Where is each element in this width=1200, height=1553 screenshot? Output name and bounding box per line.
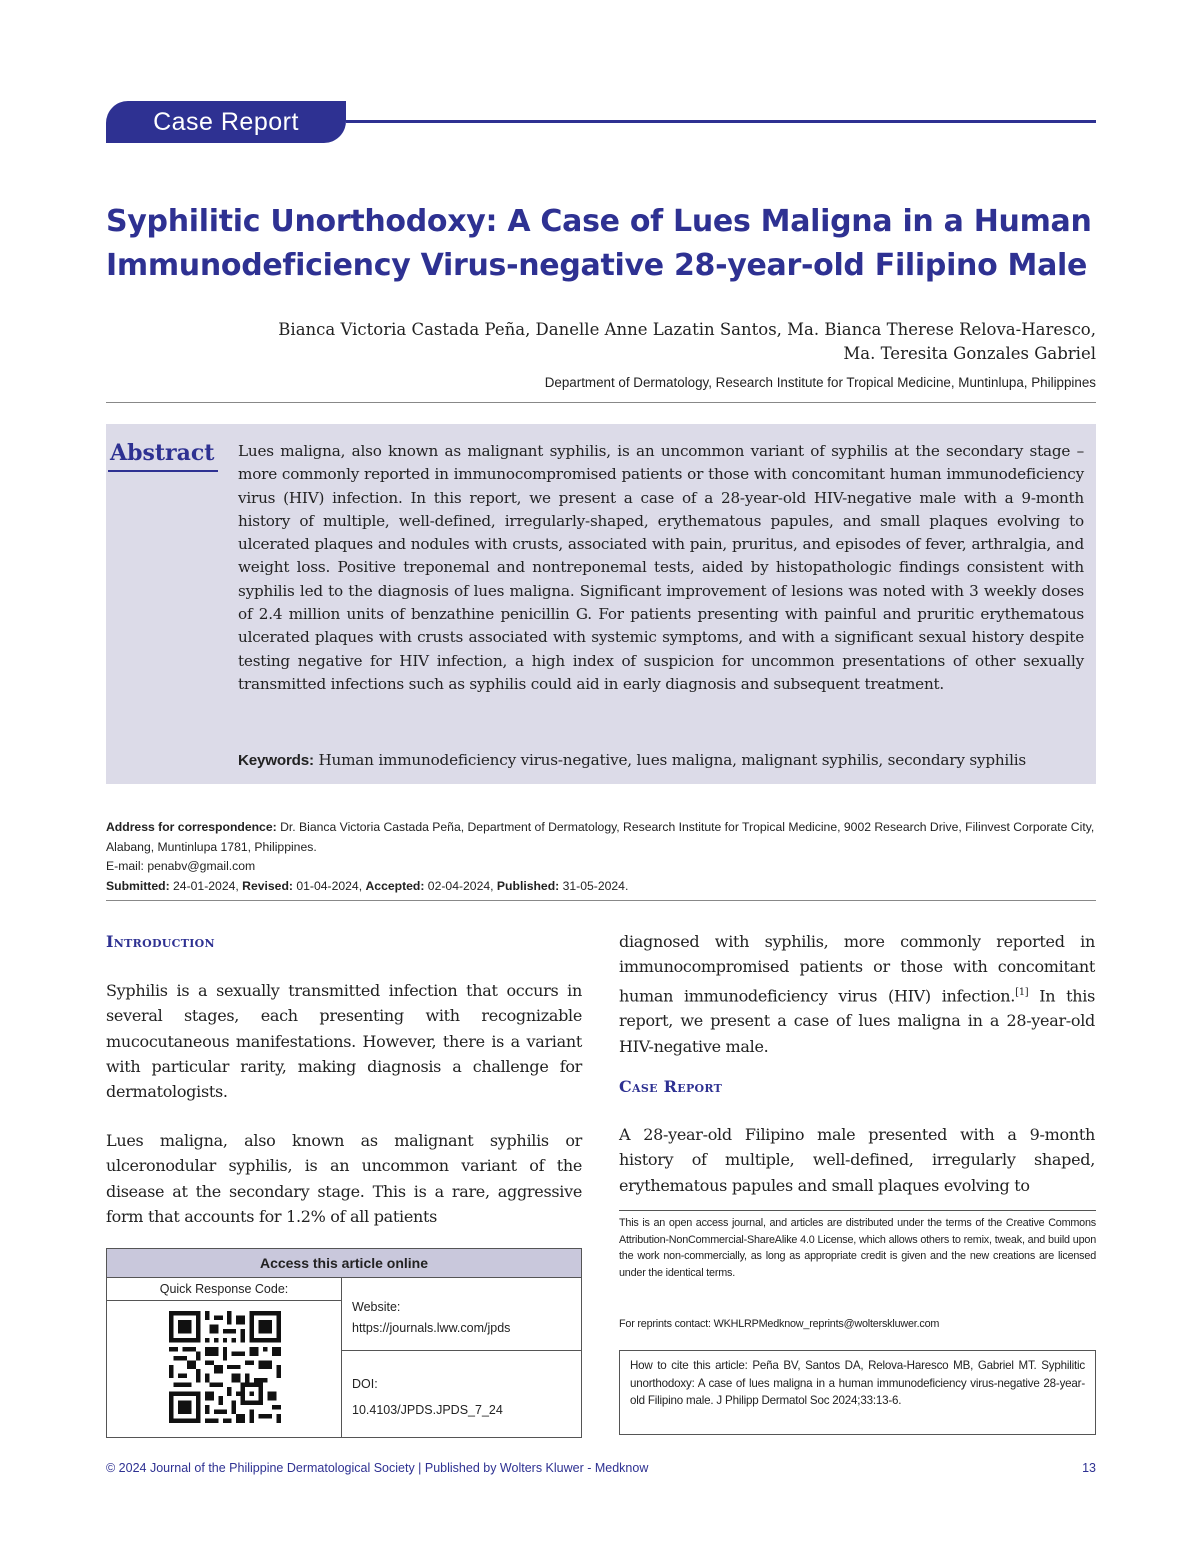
intro-p3-text-a: diagnosed with syphilis, more commonly reported in immunocompromised patients or those with concomitant human immunodeficiency virus (HIV) infection.: [619, 932, 1095, 1005]
keywords-label: Keywords:: [238, 752, 314, 769]
author-line-2: Ma. Teresita Gonzales Gabriel: [843, 344, 1096, 363]
author-list: [196, 318, 1096, 366]
revised-label: Revised:: [242, 878, 293, 893]
qr-code-cell: [107, 1301, 342, 1438]
website-label: Website:: [352, 1300, 401, 1314]
email-link[interactable]: penabv@gmail.com: [147, 859, 256, 873]
introduction-paragraph-1: Syphilis is a sexually transmitted infection that occurs in several stages, each presenting with recognizable mucocutaneous manifestations. However, there is a variant with particular rarity, making diagnosis a challenge for dermatologists.: [106, 981, 582, 1102]
revised-date: 01-04-2024,: [296, 878, 363, 893]
divider: [106, 402, 1096, 403]
doi-link[interactable]: 10.4103/JPDS.JPDS_7_24: [352, 1403, 503, 1417]
correspondence-label: Address for correspondence:: [106, 820, 277, 834]
footer-copyright: © 2024 Journal of the Philippine Dermatological Society | Published by Wolters Kluwer - Medknow: [106, 1461, 649, 1475]
intro-p3-text-b: In this report, we present a case of lues maligna in a 28-year-old HIV-negative male.: [619, 985, 1095, 1056]
correspondence-address: Dr. Bianca Victoria Castada Peña, Department of Dermatology, Research Institute for Tropical Medicine, 9002 Research Drive, Filinvest Corporate City, Alabang, Muntinlupa 1781, Philippines.: [106, 820, 1095, 854]
access-box-heading: Access this article online: [107, 1249, 581, 1278]
page-number: 13: [1082, 1461, 1096, 1475]
email-label: E-mail:: [106, 859, 144, 873]
published-label: Published:: [496, 878, 560, 893]
header-rule: [346, 120, 1096, 123]
divider: [106, 900, 1096, 901]
abstract-heading-underline: [108, 470, 218, 472]
website-cell: [342, 1277, 581, 1351]
divider: [619, 1210, 1096, 1211]
introduction-heading: Introduction: [106, 932, 215, 951]
abstract-text: Lues maligna, also known as malignant syphilis, is an uncommon variant of syphilis at the secondary stage – more commonly reported in immunocompromised patients or those with concomitant human immunodeficiency virus (HIV) infection. In this report, we present a case of a 28-year-old HIV-negative male with a 9-month history of multiple, well-defined, irregularly-shaped, erythematous papules, and small plaques evolving to ulcerated plaques and nodules with crusts, associated with pain, pruritus, and episodes of fever, arthralgia, and weight loss. Positive treponemal and nontreponemal tests, aided by histopathologic findings consistent with syphilis led to the diagnosis of lues maligna. Significant improvement of lesions was noted with 3 weekly doses of 2.4 million units of benzathine penicillin G. For patients presenting with painful and pruritic erythematous ulcerated plaques with crusts associated with systemic symptoms, and with a significant sexual history despite testing negative for HIV infection, a high index of suspicion for uncommon presentations of other sexually transmitted infections such as syphilis could aid in early diagnosis and subsequent treatment.: [238, 442, 1084, 693]
keywords-text: Human immunodeficiency virus-negative, lues maligna, malignant syphilis, secondary syphilis: [318, 751, 1026, 769]
access-article-box: [106, 1248, 582, 1438]
accepted-label: Accepted:: [365, 878, 425, 893]
author-line-1: Bianca Victoria Castada Peña, Danelle Anne Lazatin Santos, Ma. Bianca Therese Relova-Haresco,: [278, 320, 1096, 339]
published-date: 31-05-2024.: [562, 878, 629, 893]
case-report-heading: Case Report: [619, 1077, 723, 1096]
introduction-paragraph-3: [619, 929, 1095, 1059]
citation-text: Peña BV, Santos DA, Relova-Haresco MB, Gabriel MT. Syphilitic unorthodoxy: A case of lues maligna in a human immunodeficiency virus-negative 28-year-old Filipino male. J Philipp Dermatol Soc 2024;33:13-6.: [630, 1359, 1086, 1407]
doi-label: DOI:: [352, 1377, 378, 1391]
correspondence-block: [106, 818, 1096, 896]
reprints-contact: For reprints contact: WKHLRPMedknow_reprints@wolterskluwer.com: [619, 1318, 940, 1330]
citation-box: [619, 1350, 1096, 1435]
article-title: Syphilitic Unorthodoxy: A Case of Lues Maligna in a Human Immunodeficiency Virus-negative 28-year-old Filipino Male: [106, 204, 1092, 283]
qr-code-label: Quick Response Code:: [107, 1277, 342, 1301]
submitted-label: Submitted:: [106, 878, 170, 893]
case-report-paragraph-1: A 28-year-old Filipino male presented with a 9-month history of multiple, well-defined, irregularly shaped, erythematous papules and small plaques evolving to: [619, 1125, 1095, 1195]
qr-code-icon[interactable]: [169, 1311, 281, 1423]
doi-cell: [342, 1351, 581, 1437]
keywords: [238, 751, 1084, 769]
abstract-heading: Abstract: [110, 440, 215, 466]
affiliation: Department of Dermatology, Research Institute for Tropical Medicine, Muntinlupa, Philippines: [544, 375, 1096, 390]
dates-line: [106, 877, 1096, 897]
website-link[interactable]: https://journals.lww.com/jpds: [352, 1321, 511, 1335]
introduction-paragraph-2: Lues maligna, also known as malignant syphilis or ulceronodular syphilis, is an uncommon variant of the disease at the secondary stage. This is a rare, aggressive form that accounts for 1.2% of all patients: [106, 1131, 582, 1226]
article-type-badge: Case Report: [106, 101, 346, 143]
citation-label: How to cite this article:: [630, 1359, 748, 1372]
accepted-date: 02-04-2024,: [427, 878, 494, 893]
citation-ref[interactable]: [1]: [1015, 986, 1029, 998]
submitted-date: 24-01-2024,: [173, 878, 239, 893]
license-note: This is an open access journal, and articles are distributed under the terms of the Creative Commons Attribution-NonCommercial-ShareAlike 4.0 License, which allows others to remix, tweak, and build upon the work non-commercially, as long as appropriate credit is given and the new creations are licensed under the identical terms.: [619, 1217, 1096, 1279]
